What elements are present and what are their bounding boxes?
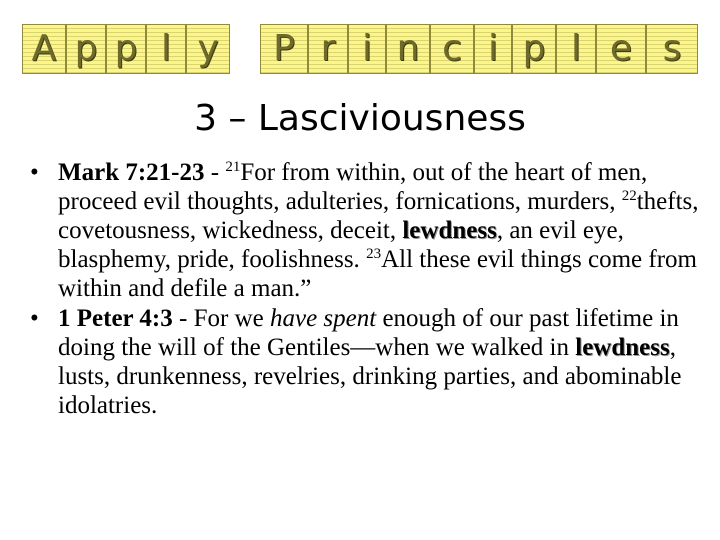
banner-letter-tile	[646, 24, 698, 74]
banner-letter-tile	[386, 24, 430, 74]
reference-separator: -	[204, 159, 226, 186]
verse-number: 21	[225, 159, 241, 175]
banner-letter: p	[522, 28, 546, 69]
banner-letter: i	[361, 28, 372, 69]
banner-letter: P	[273, 28, 295, 69]
banner-letter: r	[320, 28, 336, 69]
highlighted-word: lewdness	[402, 217, 497, 244]
banner-letter-tile	[106, 24, 146, 74]
bullet-item-peter	[30, 304, 716, 420]
banner-letter-tile	[66, 24, 106, 74]
banner-letter-tile	[308, 24, 348, 74]
banner-letter-tile	[146, 24, 186, 74]
banner-letter: c	[442, 28, 462, 69]
highlighted-word: lewdness	[575, 334, 670, 361]
banner-letter: p	[114, 28, 138, 69]
verse-number: 23	[366, 246, 382, 262]
verse-text: For from within, out of the heart of men, proceed evil thoughts, adulteries, fornications, murders,	[58, 159, 648, 215]
banner-letter: y	[197, 28, 219, 69]
bullet-item-mark	[30, 158, 716, 303]
banner-letter-tile	[348, 24, 386, 74]
verse-number: 22	[621, 188, 637, 204]
banner-letter: A	[31, 28, 57, 69]
banner-letter: l	[160, 28, 171, 69]
banner-letter-tile	[260, 24, 308, 74]
banner-letter: s	[662, 28, 682, 69]
banner-letter-tile	[22, 24, 66, 74]
banner-letter-tile	[556, 24, 596, 74]
apply-principles-banner	[22, 24, 698, 76]
banner-letter: p	[74, 28, 98, 69]
scripture-reference: Mark 7:21-23	[58, 159, 205, 186]
banner-letter: l	[570, 28, 581, 69]
banner-letter-tile	[430, 24, 474, 74]
verse-text: , lusts, drunkenness, revelries, drinking parties, and abominable idolatries.	[58, 334, 682, 419]
banner-letter: i	[487, 28, 498, 69]
banner-letter: e	[609, 28, 633, 69]
slide-title: 3 – Lasciviousness	[194, 98, 526, 139]
verse-text: All these evil things come from within and defile a man.”	[58, 246, 697, 302]
verse-text: thefts, covetousness, wickedness, deceit,	[58, 188, 699, 244]
bullet-marker: •	[30, 159, 39, 186]
reference-separator: -	[172, 305, 194, 332]
banner-letter-tile	[474, 24, 512, 74]
banner-letter: n	[396, 28, 420, 69]
scripture-reference: 1 Peter 4:3	[58, 305, 173, 332]
banner-letter-tile	[512, 24, 556, 74]
verse-text: For we	[193, 305, 270, 332]
bullet-marker: •	[30, 305, 39, 332]
bullet-list	[30, 158, 716, 421]
verse-text: enough of our past lifetime in doing the will of the Gentiles—when we walked in	[58, 305, 679, 361]
banner-letter-tile	[596, 24, 646, 74]
italic-phrase: have spent	[269, 305, 377, 332]
banner-letter-tile	[186, 24, 230, 74]
verse-text: , an evil eye, blasphemy, pride, foolishness.	[58, 217, 624, 273]
